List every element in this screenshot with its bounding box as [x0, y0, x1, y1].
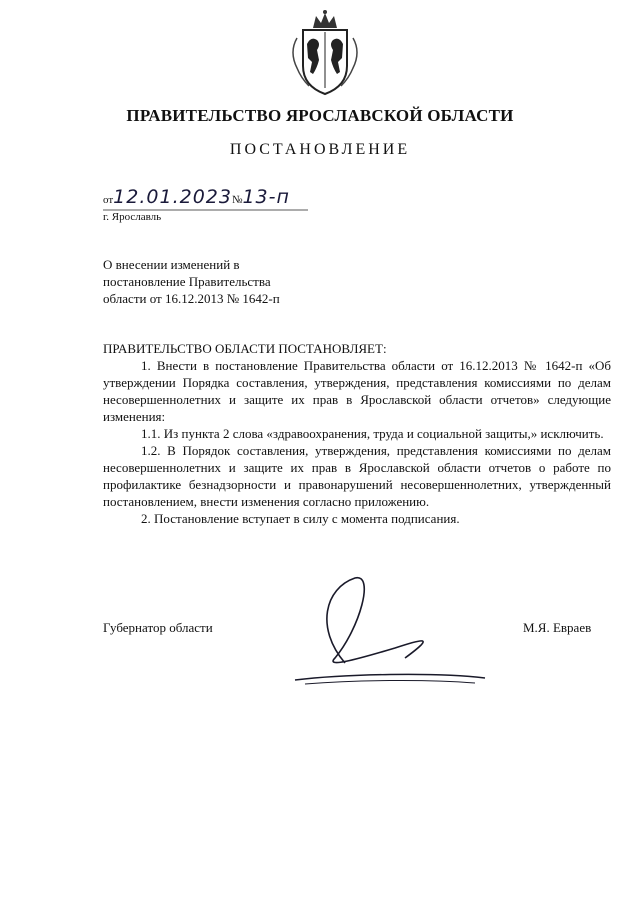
- handwritten-signature-icon: [285, 568, 495, 693]
- subject-line: постановление Правительства: [103, 274, 271, 289]
- body-paragraph-1: 1. Внести в постановление Правительства области от 16.12.2013 № 1642-п «Об утверждении Порядка составления, утверждения, представления комиссиями по делам несовершеннолетних и защите их прав в Ярославской области отчетов» следующие изменения:: [103, 358, 611, 424]
- body-paragraph-1-1: 1.1. Из пункта 2 слова «здравоохранения, труда и социальной защиты,» исключить.: [141, 426, 604, 441]
- body-paragraph-1-2: 1.2. В Порядок составления, утверждения, представления комиссиями по делам несовершеннолетних и защите их прав в Ярославской области отчетов о работе по профилактике безнадзорности и правонарушений несовершеннолетних, утвержденный постановлением, внести изменения согласно приложению.: [103, 443, 611, 509]
- number-value: 13-п: [242, 186, 290, 208]
- subject-block: [103, 256, 280, 307]
- body-paragraph-2: 2. Постановление вступает в силу с момента подписания.: [141, 511, 460, 526]
- subject-line: О внесении изменений в: [103, 257, 240, 272]
- city-label: г. Ярославль: [103, 211, 162, 223]
- number-prefix: №: [231, 194, 243, 206]
- government-title: ПРАВИТЕЛЬСТВО ЯРОСЛАВСКОЙ ОБЛАСТИ: [126, 106, 514, 125]
- signatory-name: М.Я. Евраев: [523, 620, 592, 635]
- body-intro: ПРАВИТЕЛЬСТВО ОБЛАСТИ ПОСТАНОВЛЯЕТ:: [103, 341, 387, 356]
- document-type: ПОСТАНОВЛЕНИЕ: [229, 141, 411, 158]
- decree-body: [103, 340, 611, 527]
- coat-of-arms-icon: [283, 8, 367, 98]
- signatory-title: Губернатор области: [103, 620, 213, 635]
- date-number-line: [103, 186, 323, 214]
- subject-line: области от 16.12.2013 № 1642-п: [103, 291, 280, 306]
- date-value: 12.01.2023: [113, 186, 232, 208]
- date-prefix: от: [103, 194, 114, 206]
